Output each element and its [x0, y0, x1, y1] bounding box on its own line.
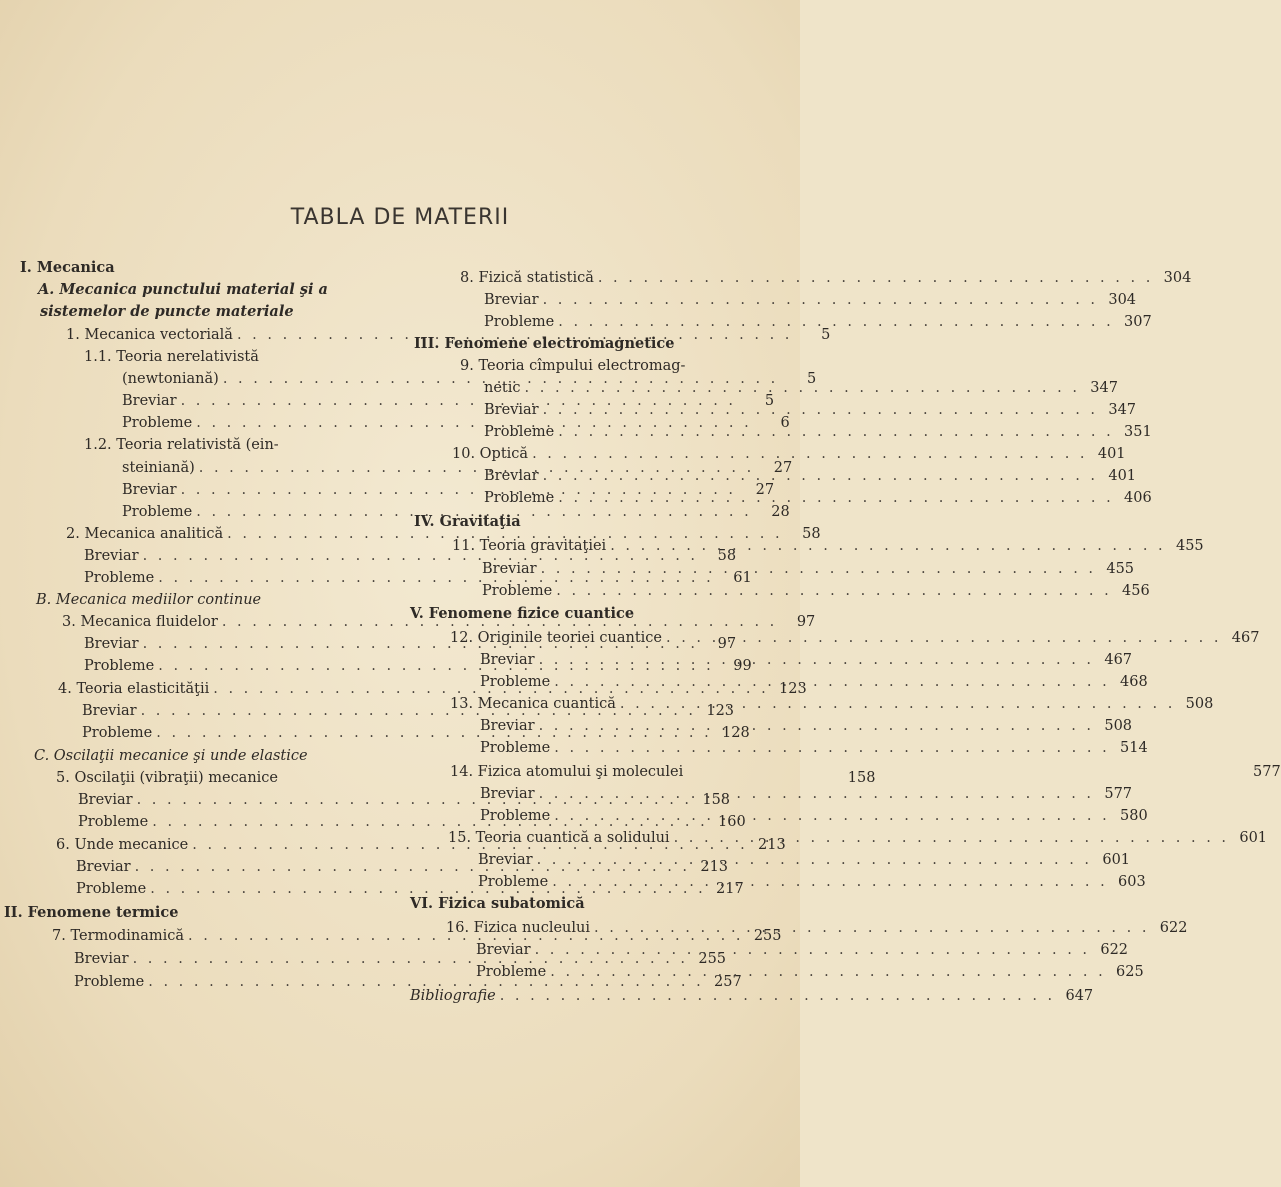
toc-leader-dots	[500, 986, 1055, 1006]
toc-page-number: 467	[1231, 630, 1260, 646]
toc-entry-title: IV. Gravitaţia	[414, 513, 521, 530]
toc-entry-title: Breviar	[484, 402, 539, 418]
toc-entry	[484, 422, 1152, 442]
toc-page-number: 213	[700, 859, 729, 875]
page-title: TABLA DE MATERII	[290, 205, 510, 230]
toc-leader-dots	[594, 918, 1149, 938]
toc-page-number: 5	[821, 327, 831, 343]
toc-page-number: 61	[733, 570, 752, 586]
toc-page-number: 577	[1104, 786, 1133, 802]
toc-entry-title: Probleme	[482, 583, 553, 599]
toc-entry	[460, 356, 758, 376]
toc-leader-dots	[558, 422, 1113, 442]
toc-entry-title: 8. Fizică statistică	[460, 270, 594, 286]
toc-leader-dots	[541, 559, 1096, 579]
toc-entry-title: 5. Oscilaţii (vibraţii) mecanice	[56, 770, 279, 786]
toc-page-number: 347	[1090, 380, 1118, 396]
toc-entry	[484, 312, 1152, 332]
toc-entry	[480, 650, 1133, 670]
toc-leader-dots	[598, 268, 1153, 288]
toc-entry-title: Breviar	[76, 859, 131, 875]
toc-entry-title: Probleme	[476, 964, 547, 980]
toc-leader-dots	[620, 694, 1175, 714]
toc-entry	[410, 604, 758, 624]
toc-entry	[480, 784, 1133, 804]
toc-page-number: 255	[698, 951, 727, 967]
toc-page-number: 647	[1065, 988, 1094, 1004]
toc-entry-title: Probleme	[78, 814, 149, 830]
toc-entry-title: Breviar	[480, 718, 535, 734]
toc-page-number: 27	[755, 482, 775, 498]
toc-entry-title: 16. Fizica nucleului	[446, 920, 590, 936]
toc-entry	[460, 268, 1192, 288]
toc-page-number: 27	[773, 460, 793, 476]
toc-page-number: 304	[1108, 292, 1137, 308]
toc-leader-dots	[558, 488, 1113, 508]
toc-entry-title: 3. Mecanica fluidelor	[62, 614, 218, 630]
toc-entry	[4, 903, 362, 923]
toc-entry-title: Probleme	[84, 658, 155, 674]
toc-entry	[34, 746, 362, 766]
toc-page-number: 307	[1124, 314, 1152, 330]
toc-page-number: 456	[1122, 583, 1150, 599]
toc-page-number: 351	[1124, 424, 1152, 440]
toc-entry-title: 15. Teoria cuantică a solidului	[448, 830, 670, 846]
toc-entry-title: Probleme	[484, 314, 555, 330]
toc-entry	[20, 258, 362, 278]
toc-page-number: 5	[764, 393, 775, 409]
toc-leader-dots	[556, 581, 1111, 601]
toc-leader-dots	[550, 962, 1105, 982]
toc-entry-title: 11. Teoria gravitaţiei	[452, 538, 607, 554]
toc-entry	[450, 694, 1214, 714]
toc-entry	[480, 806, 1148, 826]
toc-entry	[66, 524, 821, 544]
toc-entry-title: Breviar	[476, 942, 531, 958]
toc-page-number: 99	[733, 658, 752, 674]
toc-entry	[414, 512, 758, 532]
toc-page-number: 28	[771, 504, 790, 520]
toc-leader-dots	[543, 466, 1098, 486]
toc-entry-title: Breviar	[78, 792, 133, 808]
toc-entry-title: Breviar	[82, 703, 137, 719]
toc-page-number: 580	[1120, 808, 1148, 824]
toc-page-number: 347	[1108, 402, 1137, 418]
toc-entry	[414, 334, 758, 354]
toc-entry	[410, 986, 1094, 1006]
toc-page-number: 603	[1118, 874, 1146, 890]
toc-leader-dots	[554, 738, 1109, 758]
toc-page-number: 622	[1100, 942, 1129, 958]
toc-entry-title: Probleme	[122, 415, 193, 431]
toc-entry	[478, 850, 1131, 870]
toc-entry-title: Breviar	[480, 652, 535, 668]
toc-page-number: 401	[1108, 468, 1137, 484]
toc-entry	[122, 391, 775, 411]
toc-entry	[482, 559, 1135, 579]
toc-page-number: 58	[717, 548, 737, 564]
toc-page-number: 158	[702, 792, 731, 808]
toc-entry-title: 12. Originile teoriei cuantice	[450, 630, 662, 646]
toc-page-number: 255	[753, 928, 782, 944]
toc-leader-dots	[539, 716, 1094, 736]
toc-page-number: 601	[1102, 852, 1131, 868]
toc-entry-title: Probleme	[122, 504, 193, 520]
toc-entry-title: sistemelor de puncte materiale	[40, 303, 294, 320]
toc-entry	[484, 400, 1137, 420]
toc-page-number: 97	[717, 636, 737, 652]
toc-leader-dots	[552, 872, 1107, 892]
toc-leader-dots	[554, 672, 1109, 692]
toc-page-number: 304	[1163, 270, 1192, 286]
toc-entry-title: Breviar	[122, 393, 177, 409]
toc-entry	[480, 738, 1148, 758]
toc-entry-title: Breviar	[478, 852, 533, 868]
toc-entry-title: Breviar	[84, 548, 139, 564]
toc-entry-title: V. Fenomene fizice cuantice	[410, 605, 635, 622]
toc-page-number: 601	[1239, 830, 1268, 846]
toc-leader-dots	[532, 444, 1087, 464]
toc-entry	[84, 435, 362, 455]
toc-entry-title: Breviar	[84, 636, 139, 652]
toc-entry-title: 13. Mecanica cuantică	[450, 696, 616, 712]
toc-entry	[74, 972, 742, 992]
toc-entry	[78, 812, 746, 832]
toc-page-number: 577	[1253, 764, 1281, 780]
toc-entry	[36, 590, 362, 610]
toc-page-number: 213	[758, 837, 786, 853]
toc-entry	[410, 894, 758, 914]
toc-page-number: 123	[706, 703, 735, 719]
toc-entry-title: Probleme	[82, 725, 153, 741]
toc-entry-title: Breviar	[480, 786, 535, 802]
toc-entry-title: C. Oscilaţii mecanice şi unde elastice	[34, 748, 308, 764]
toc-page-number: 625	[1116, 964, 1144, 980]
toc-entry	[484, 290, 1137, 310]
toc-entry	[480, 716, 1133, 736]
toc-entry-title: 7. Termodinamică	[52, 928, 185, 944]
toc-entry-title: I. Mecanica	[20, 259, 115, 276]
toc-entry	[482, 581, 1150, 601]
toc-entry	[452, 444, 1126, 464]
toc-entry	[484, 378, 1118, 398]
toc-entry-title: 2. Mecanica analitică	[66, 526, 224, 542]
toc-entry-title: 6. Unde mecanice	[56, 837, 189, 853]
toc-leader-dots	[610, 536, 1165, 556]
toc-entry-title: Probleme	[74, 974, 145, 990]
toc-page-number: 6	[780, 415, 790, 431]
toc-entry-title: III. Fenomene electromagnetice	[414, 335, 675, 352]
toc-page-number: 128	[722, 725, 750, 741]
toc-page-number: 58	[802, 526, 821, 542]
toc-entry-title: 1.2. Teoria relativistă (ein-	[84, 437, 279, 453]
toc-entry-title: Breviar	[122, 482, 177, 498]
toc-page-number: 217	[716, 881, 744, 897]
toc-page-number: 97	[796, 614, 816, 630]
toc-entry-title: Probleme	[484, 490, 555, 506]
toc-entry-title: 1. Mecanica vectorială	[66, 327, 233, 343]
toc-entry-title: steiniană)	[122, 460, 195, 476]
toc-page-number: 508	[1185, 696, 1214, 712]
toc-entry-title: B. Mecanica mediilor continue	[36, 592, 262, 608]
toc-entry	[450, 628, 1260, 648]
toc-entry-title: VI. Fizica subatomică	[410, 895, 585, 912]
toc-page-number: 508	[1104, 718, 1133, 734]
toc-entry	[84, 347, 362, 367]
toc-entry-title: Breviar	[74, 951, 129, 967]
toc-entry-title: Probleme	[480, 740, 551, 756]
toc-entry-title: Probleme	[480, 808, 551, 824]
toc-entry-title: 9. Teoria cîmpului electromag-	[460, 358, 686, 374]
toc-leader-dots	[537, 850, 1092, 870]
toc-leader-dots	[543, 290, 1098, 310]
toc-entry-title: II. Fenomene termice	[4, 904, 179, 921]
toc-page-number: 401	[1097, 446, 1126, 462]
toc-entry-title: Bibliografie	[410, 988, 496, 1004]
toc-page-number: 467	[1104, 652, 1133, 668]
toc-page-number: 455	[1106, 561, 1135, 577]
toc-entry-title: 14. Fizica atomului şi moleculei	[450, 764, 684, 780]
toc-entry	[76, 857, 729, 877]
toc-leader-dots	[543, 400, 1098, 420]
toc-leader-dots	[666, 628, 1221, 648]
toc-page-number: 406	[1124, 490, 1152, 506]
toc-page-number: 123	[779, 681, 807, 697]
toc-entry-title: Breviar	[484, 468, 539, 484]
toc-entry	[476, 940, 1129, 960]
toc-entry-title: Probleme	[478, 874, 549, 890]
toc-entry	[452, 536, 1204, 556]
toc-entry-title: Breviar	[482, 561, 537, 577]
toc-entry-title: (newtoniană)	[122, 371, 219, 387]
toc-entry-title: Probleme	[84, 570, 155, 586]
toc-page-number: 158	[847, 770, 876, 786]
toc-entry-title: 1.1. Teoria nerelativistă	[84, 349, 259, 365]
toc-entry	[122, 413, 790, 433]
toc-entry	[478, 872, 1146, 892]
toc-entry-title: Breviar	[484, 292, 539, 308]
toc-leader-dots	[525, 378, 1080, 398]
toc-entry-title: Probleme	[76, 881, 147, 897]
toc-entry-title: 10. Optică	[452, 446, 529, 462]
toc-entry	[74, 949, 727, 969]
toc-entry	[76, 879, 744, 899]
toc-entry-title: 4. Teoria elasticităţii	[58, 681, 210, 697]
toc-page-number: 622	[1159, 920, 1188, 936]
toc-entry-title: Probleme	[480, 674, 551, 690]
toc-leader-dots	[535, 940, 1090, 960]
toc-page-number: 514	[1120, 740, 1148, 756]
toc-entry	[476, 962, 1144, 982]
toc-entry	[78, 790, 731, 810]
toc-leader-dots	[539, 650, 1094, 670]
toc-page-number: 257	[714, 974, 742, 990]
toc-entry-title: netic	[484, 380, 521, 396]
toc-page-number: 160	[718, 814, 746, 830]
toc-entry	[38, 280, 362, 300]
toc-page-number: 455	[1175, 538, 1204, 554]
toc-leader-dots	[674, 828, 1229, 848]
toc-leader-dots	[539, 784, 1094, 804]
toc-entry-title: Probleme	[484, 424, 555, 440]
toc-entry-title: A. Mecanica punctului material şi a	[38, 281, 328, 298]
toc-page-number: 468	[1120, 674, 1148, 690]
toc-leader-dots	[554, 806, 1109, 826]
toc-entry	[40, 302, 362, 322]
toc-page-number: 5	[807, 371, 817, 387]
toc-leader-dots	[558, 312, 1113, 332]
